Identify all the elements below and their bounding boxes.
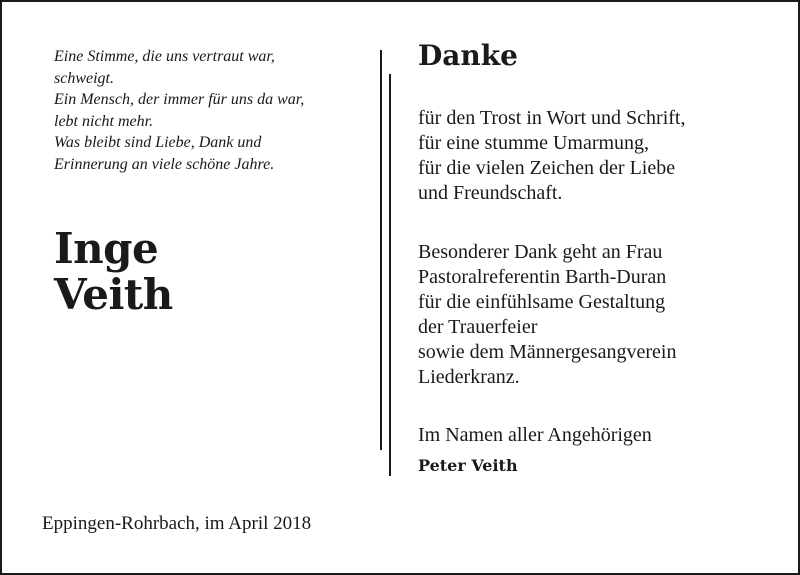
signer-name: Peter Veith: [418, 456, 518, 475]
poem-line: Eine Stimme, die uns vertraut war,: [54, 48, 275, 65]
text-line: für die einfühlsame Gestaltung: [418, 291, 666, 313]
deceased-first-name: Inge: [54, 224, 159, 273]
thanks-paragraph-comfort: [418, 106, 685, 206]
text-line: Pastoralreferentin Barth-Duran: [418, 266, 667, 288]
closing-line: Im Namen aller Angehörigen: [418, 424, 652, 446]
text-line: für eine stumme Umarmung,: [418, 132, 650, 154]
deceased-last-name: Veith: [54, 270, 173, 319]
thanks-title: Danke: [418, 39, 518, 72]
poem-line: lebt nicht mehr.: [54, 112, 154, 130]
memorial-poem: [54, 46, 374, 176]
deceased-name: [54, 226, 173, 318]
text-line: der Trauerfeier: [418, 316, 538, 338]
text-line: Liederkranz.: [418, 366, 520, 388]
text-line: Besonderer Dank geht an Frau: [418, 241, 663, 263]
poem-line: Ein Mensch, der immer für uns da war,: [54, 91, 305, 109]
poem-line: schweigt.: [54, 69, 114, 87]
text-line: sowie dem Männergesangverein: [418, 341, 677, 363]
divider-line-right: [389, 74, 391, 476]
text-line: und Freundschaft.: [418, 182, 563, 204]
poem-line: Erinnerung an viele schöne Jahre.: [54, 155, 275, 173]
divider-line-left: [380, 50, 382, 450]
text-line: für die vielen Zeichen der Liebe: [418, 157, 676, 179]
text-line: für den Trost in Wort und Schrift,: [418, 107, 686, 129]
poem-line: Was bleibt sind Liebe, Dank und: [54, 134, 262, 152]
place-and-date: Eppingen-Rohrbach, im April 2018: [42, 513, 312, 534]
thanks-paragraph-special: [418, 240, 676, 390]
